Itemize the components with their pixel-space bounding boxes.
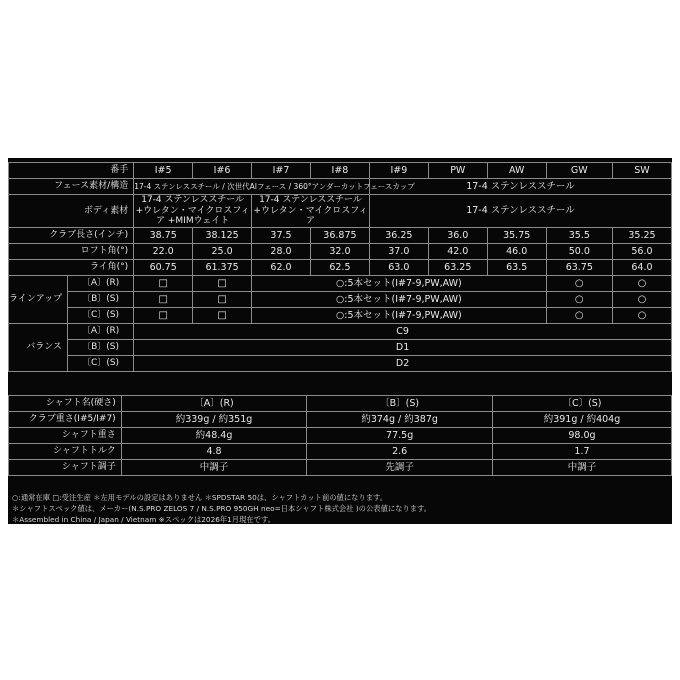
shaft-row-label: クラブ重さ(I#5/I#7) (9, 412, 122, 428)
loft-value: 32.0 (310, 244, 369, 260)
header-row (9, 163, 672, 179)
loft-value: 28.0 (252, 244, 311, 260)
col-header: I#5 (134, 163, 193, 179)
footnotes (12, 492, 668, 525)
loft-value: 25.0 (193, 244, 252, 260)
length-row (9, 228, 672, 244)
balance-value: D1 (134, 340, 672, 356)
lie-value: 63.25 (428, 260, 487, 276)
face-row (9, 179, 672, 195)
length-value: 38.75 (134, 228, 193, 244)
loft-value: 37.0 (369, 244, 428, 260)
body-value-b: 17-4 ステンレススチール +ウレタン・マイクロスフィア (253, 195, 368, 227)
shaft-value: 約391g / 約404g (492, 412, 671, 428)
shaft-row (9, 460, 672, 476)
made-to-order-icon: □ (134, 292, 193, 308)
shaft-row-label: シャフト調子 (9, 460, 122, 476)
lineup-row (9, 292, 672, 308)
body-value-c: 17-4 ステンレススチール (369, 195, 671, 228)
length-value: 35.5 (546, 228, 612, 244)
length-value: 36.875 (310, 228, 369, 244)
in-stock-icon: ○ (612, 292, 671, 308)
shaft-col-header: 〔A〕(R) (121, 396, 307, 412)
balance-row (9, 356, 672, 372)
shaft-value: 中調子 (121, 460, 307, 476)
made-to-order-icon: □ (134, 276, 193, 292)
balance-value: D2 (134, 356, 672, 372)
made-to-order-icon: □ (193, 308, 252, 324)
body-row (9, 195, 672, 228)
balance-value: C9 (134, 324, 672, 340)
lie-value: 60.75 (134, 260, 193, 276)
col-header: AW (487, 163, 546, 179)
lineup-set: ○:5本セット(I#7-9,PW,AW) (252, 292, 547, 308)
shaft-row (9, 444, 672, 460)
lie-value: 63.75 (546, 260, 612, 276)
shaft-row-label: シャフト重さ (9, 428, 122, 444)
face-value-left: 17-4 ステンレススチール / 次世代AIフェース / 360°アンダーカットフェースカップ (134, 179, 370, 195)
lie-value: 64.0 (612, 260, 671, 276)
length-value: 37.5 (252, 228, 311, 244)
shaft-name-label: シャフト名(硬さ) (9, 396, 122, 412)
lineup-sub: 〔A〕(R) (67, 276, 133, 292)
col-header: GW (546, 163, 612, 179)
shaft-value: 2.6 (307, 444, 493, 460)
made-to-order-icon: □ (193, 276, 252, 292)
lineup-set: ○:5本セット(I#7-9,PW,AW) (252, 276, 547, 292)
lineup-row (9, 308, 672, 324)
shaft-value: 約339g / 約351g (121, 412, 307, 428)
balance-sub: 〔A〕(R) (67, 324, 133, 340)
balance-row (9, 340, 672, 356)
face-value-right: 17-4 ステンレススチール (369, 179, 671, 195)
shaft-row (9, 428, 672, 444)
lie-label: ライ角(°) (9, 260, 134, 276)
lie-row (9, 260, 672, 276)
shaft-row (9, 412, 672, 428)
body-value-a: 17-4 ステンレススチール +ウレタン・マイクロスフィア +MIMウェイト (135, 195, 250, 227)
length-value: 36.0 (428, 228, 487, 244)
spec-panel (8, 158, 672, 524)
body-label: ボディ素材 (9, 195, 134, 228)
face-label: フェース素材/構造 (9, 179, 134, 195)
made-to-order-icon: □ (193, 292, 252, 308)
length-label: クラブ長さ(インチ) (9, 228, 134, 244)
lineup-set: ○:5本セット(I#7-9,PW,AW) (252, 308, 547, 324)
length-value: 38.125 (193, 228, 252, 244)
col-header: I#6 (193, 163, 252, 179)
balance-label: バランス (9, 324, 68, 372)
length-value: 35.75 (487, 228, 546, 244)
made-to-order-icon: □ (134, 308, 193, 324)
loft-value: 22.0 (134, 244, 193, 260)
loft-label: ロフト角(°) (9, 244, 134, 260)
lie-value: 61.375 (193, 260, 252, 276)
number-label: 番手 (9, 163, 134, 179)
shaft-value: 77.5g (307, 428, 493, 444)
lineup-row (9, 276, 672, 292)
lie-value: 62.5 (310, 260, 369, 276)
shaft-row-label: シャフトトルク (9, 444, 122, 460)
shaft-header-row (9, 396, 672, 412)
footnote: ＊Assembled in China / Japan / Vietnam ※スペックは2026年1月現在です。 (12, 515, 275, 524)
lie-value: 63.0 (369, 260, 428, 276)
footnote: ＊シャフトスペック値は、メーカー(N.S.PRO ZELOS 7 / N.S.PRO 950GH neo=日本シャフト株式会社 )の公表値になります。 (12, 504, 432, 513)
footnote: ○:通常在庫 □:受注生産 ＊左用モデルの設定はありません ＊SPDSTAR 50は、シャフトカット前の値になります。 (12, 493, 388, 502)
lie-value: 63.5 (487, 260, 546, 276)
shaft-table (8, 395, 672, 476)
balance-sub: 〔C〕(S) (67, 356, 133, 372)
col-header: SW (612, 163, 671, 179)
in-stock-icon: ○ (546, 308, 612, 324)
length-value: 36.25 (369, 228, 428, 244)
in-stock-icon: ○ (612, 308, 671, 324)
shaft-value: 約48.4g (121, 428, 307, 444)
shaft-value: 4.8 (121, 444, 307, 460)
loft-value: 42.0 (428, 244, 487, 260)
lineup-sub: 〔C〕(S) (67, 308, 133, 324)
spec-table (8, 162, 672, 372)
lineup-sub: 〔B〕(S) (67, 292, 133, 308)
loft-row (9, 244, 672, 260)
shaft-col-header: 〔C〕(S) (492, 396, 671, 412)
shaft-value: 先調子 (307, 460, 493, 476)
loft-value: 56.0 (612, 244, 671, 260)
shaft-value: 1.7 (492, 444, 671, 460)
shaft-value: 98.0g (492, 428, 671, 444)
shaft-value: 約374g / 約387g (307, 412, 493, 428)
shaft-col-header: 〔B〕(S) (307, 396, 493, 412)
balance-sub: 〔B〕(S) (67, 340, 133, 356)
lineup-label: ラインアップ (9, 276, 68, 324)
length-value: 35.25 (612, 228, 671, 244)
in-stock-icon: ○ (546, 276, 612, 292)
in-stock-icon: ○ (546, 292, 612, 308)
col-header: I#8 (310, 163, 369, 179)
col-header: I#7 (252, 163, 311, 179)
shaft-value: 中調子 (492, 460, 671, 476)
balance-row (9, 324, 672, 340)
col-header: PW (428, 163, 487, 179)
lie-value: 62.0 (252, 260, 311, 276)
loft-value: 50.0 (546, 244, 612, 260)
col-header: I#9 (369, 163, 428, 179)
in-stock-icon: ○ (612, 276, 671, 292)
loft-value: 46.0 (487, 244, 546, 260)
